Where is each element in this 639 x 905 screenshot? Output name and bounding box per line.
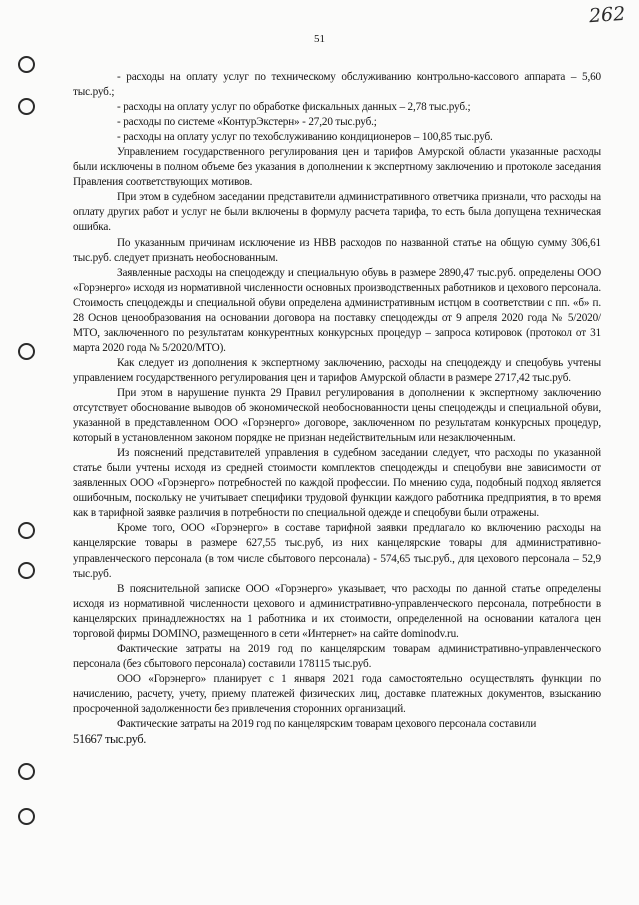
binder-hole-icon [18,522,35,539]
paragraph: 51667 тыс.руб. [73,732,146,747]
paragraph: При этом в судебном заседании представители административного ответчика признали, что расходы на оплату других работ и услуг не были включены в формулу расчета тарифа, то есть была допущена техническая ошибка. [73,191,601,234]
binder-hole-icon [18,808,35,825]
paragraph: При этом в нарушение пункта 29 Правил регулирования в дополнении к экспертному заключению отсутствует обоснование выводов об экономической необоснованности цены спецодежды и специальной обуви, указанной в представленном ООО «Горэнерго» договоре, заключенном по результатам конкурсных процедур, который в установленном законом порядке не признан недействительным или незаключенным. [73,386,601,445]
paragraph: Заявленные расходы на спецодежду и специальную обувь в размере 2890,47 тыс.руб. определены ООО «Горэнерго» исходя из нормативной численности основных производственных работников и цехового персонала. Стоимость спецодежды и специальной обуви определена административным истцом в соответствии с пп. «б» п. 28 Основ ценообразования на основании договора на поставку спецодежды от 9 апреля 2020 года № 5/2020/МТО, заключенного по результатам конкурентных конкурсных процедур – запроса котировок (протокол от 31 марта 2020 года № 5/2020/МТО). [73,266,601,354]
paragraph: - расходы на оплату услуг по обработке фискальных данных – 2,78 тыс.руб.; [117,101,471,114]
binder-hole-icon [18,56,35,73]
paragraph: Из пояснений представителей управления в судебном заседании следует, что расходы по указанной статье были учтены исходя из средней стоимости комплектов спецодежды и спецобуви вне зависимости от заявленных ООО «Горэнерго» потребностей по каждой профессии. По мнению суда, подобный подход является ошибочным, поскольку не учитывает специфики трудовой функции каждого работника предприятия, в то время как в тарифной заявке различия в потребности по специальной одежде и спецобуви были отражены. [73,447,601,520]
binder-hole-icon [18,763,35,780]
paragraph: Фактические затраты на 2019 год по канцелярским товарам административно-управленческого персонала (без сбытового персонала) составили 178115 тыс.руб. [73,642,601,670]
handwritten-page-number: 262 [588,2,626,28]
paragraph: - расходы по системе «КонтурЭкстерн» - 27,20 тыс.руб.; [117,116,377,129]
binder-hole-icon [18,98,35,115]
document-body [73,70,601,747]
paragraph: - расходы на оплату услуг по техобслуживанию кондиционеров – 100,85 тыс.руб. [117,131,493,144]
paragraph: В пояснительной записке ООО «Горэнерго» указывает, что расходы по данной статье определены исходя из нормативной численности цехового и административно-управленческого персонала, потребности в канцелярских принадлежностях на 1 работника и их стоимости, определенной на основании каталога цен торговой фирмы DOMINO, размещенного в сети «Интернет» на сайте dominodv.ru. [73,582,601,640]
paragraph: По указанным причинам исключение из НВВ расходов по названной статье на общую сумму 306,61 тыс.руб. следует признать необоснованным. [73,236,601,264]
page-number: 51 [314,33,325,45]
binder-hole-icon [18,343,35,360]
paragraph: Управлением государственного регулирования цен и тарифов Амурской области указанные расходы были исключены в полном объеме без указания в дополнении к экспертному заключению и протоколе заседания Правления соответствующих мотивов. [73,146,601,189]
binder-hole-icon [18,562,35,579]
paragraph: ООО «Горэнерго» планирует с 1 января 2021 года самостоятельно осуществлять функции по начислению, расчету, учету, приему платежей физических лиц, доставке платежных документов, взысканию просроченной задолженности без привлечения сторонних организаций. [73,672,601,715]
paragraph: Как следует из дополнения к экспертному заключению, расходы на спецодежду и спецобувь учтены управлением государственного регулирования цен и тарифов Амурской области в размере 2717,42 тыс.руб. [73,356,601,384]
paragraph: Фактические затраты на 2019 год по канцелярским товарам цехового персонала составили [117,718,537,731]
paragraph: Кроме того, ООО «Горэнерго» в составе тарифной заявки предлагало ко включению расходы на канцелярские товары в размере 627,55 тыс.руб, из них канцелярские товары для административно-управленческого персонала (в том числе сбытового персонала) - 574,65 тыс.руб., для цехового персонала – 52,9 тыс.руб. [73,522,601,580]
paragraph: - расходы на оплату услуг по техническому обслуживанию контрольно-кассового аппарата – 5,60 тыс.руб.; [73,71,601,99]
